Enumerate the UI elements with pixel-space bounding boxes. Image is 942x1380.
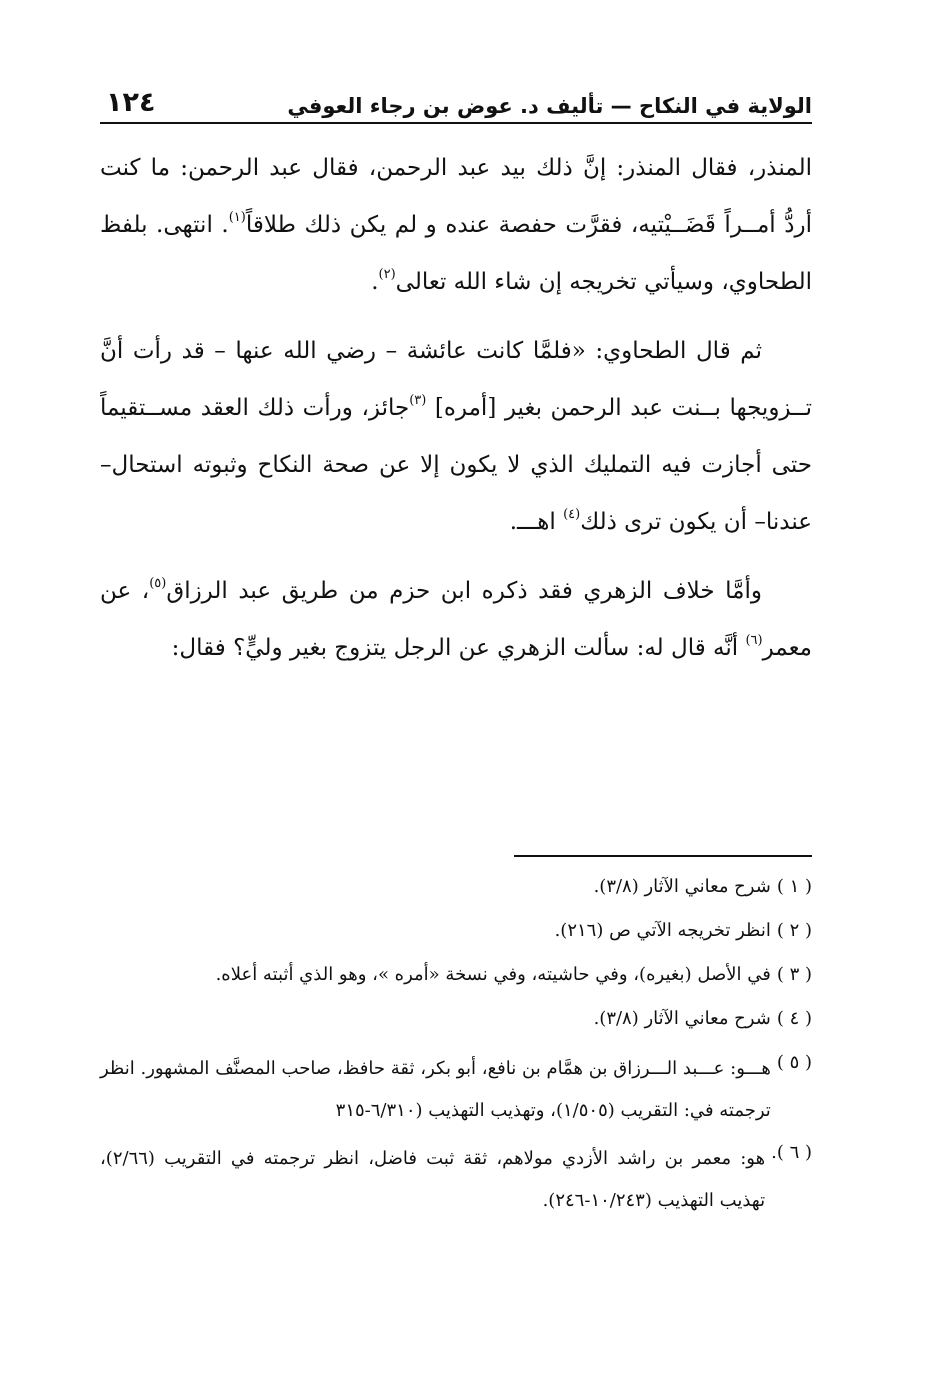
running-title: الولاية في النكاح — تأليف د. عوض بن رجاء العوفي (287, 94, 812, 118)
paragraph-2 (100, 323, 812, 551)
footnote-number: ( ٣ ) (776, 964, 812, 985)
page-header (100, 78, 812, 124)
footnote-text: هو: معمر بن راشد الأزدي مولاهم، ثقة ثبت فاضل، انظر ترجمته في التقريب (٢/٦٦)، تهذيب التهذيب (١٠/٢٤٣-٢٤٦). (100, 1148, 766, 1211)
footnote-text: انظر تخريجه الآتي ص (٢١٦). (554, 920, 771, 941)
footnote-number: ( ٤ ) (776, 1008, 812, 1029)
paragraph-3-text-a: وأمَّا خلاف الزهري فقد ذكره ابن حزم من طريق عبد الرزاق (166, 578, 762, 604)
main-text (100, 140, 812, 689)
footnotes (100, 872, 812, 1236)
paragraph-1 (100, 140, 812, 311)
paragraph-3-text-b: ، عن معمر (100, 578, 812, 661)
paragraph-2-end: اهـــ. (509, 509, 564, 535)
footnote-text: هـــو: عـــبد الـــرزاق بن همَّام بن نافع، أبو بكر، ثقة حافظ، صاحب المصنَّف المشهور. انظر ترجمته في: التقريب (١/٥٠٥)، وتهذيب التهذيب (٦/٣١٠-٣١٥ (100, 1058, 771, 1121)
footnote-number: ( ٥ ) (776, 1052, 812, 1073)
paragraph-2-text-a: ثم قال الطحاوي: «فلمَّا كانت عائشة – رضي الله عنها – قد رأت أنَّ تــزويجها بــنت عبد الرحمن بغير [أمره] (100, 338, 812, 421)
paragraph-1-text-b: . انتهى. بلفظ الطحاوي، وسيأتي تخريجه إن شاء الله تعالى (100, 212, 812, 295)
footnote-text: في الأصل (بغيره)، وفي حاشيته، وفي نسخة «أمره »، وهو الذي أثبته أعلاه. (215, 964, 771, 985)
footnote-number: ( ٦ ). (771, 1142, 812, 1163)
footnote-number: ( ٢ ) (776, 920, 812, 941)
paragraph-1-text: المنذر، فقال المنذر: إنَّ ذلك بيد عبد الرحمن، فقال عبد الرحمن: ما كنت أردُّ أمــراً قَضَــيْتيه، فقرَّت حفصة عنده و لم يكن ذلك طلاقاً (100, 155, 812, 238)
footnote-ref-6: (٦) (745, 633, 763, 648)
paragraph-2-text-b: جائز، ورأت ذلك العقد مســتقيماً حتى أجازت فيه التمليك الذي لا يكون إلا عن صحة النكاح وثبوته استحال– عندنا– أن يكون ترى ذلك (100, 395, 812, 535)
footnote-text: شرح معاني الآثار (٣/٨). (593, 876, 771, 897)
footnote-5 (100, 1048, 812, 1132)
footnote-2 (100, 916, 812, 946)
footnote-text: شرح معاني الآثار (٣/٨). (593, 1008, 771, 1029)
paragraph-1-end: . (371, 269, 379, 295)
footnote-ref-5: (٥) (149, 576, 167, 591)
footnote-divider (514, 855, 812, 857)
footnote-ref-3: (٣) (409, 393, 427, 408)
footnote-6 (100, 1138, 812, 1222)
footnote-3 (100, 960, 812, 990)
footnote-number: ( ١ ) (776, 876, 812, 897)
footnote-ref-1: (١) (228, 210, 246, 225)
paragraph-3-text-c: أنَّه قال له: سألت الزهري عن الرجل يتزوج بغير وليٍّ؟ فقال: (171, 635, 746, 661)
footnote-4 (100, 1004, 812, 1034)
footnote-ref-4: (٤) (563, 507, 581, 522)
page-number: ١٢٤ (106, 87, 156, 118)
footnote-ref-2: (٢) (378, 267, 396, 282)
paragraph-3 (100, 563, 812, 677)
footnote-1 (100, 872, 812, 902)
